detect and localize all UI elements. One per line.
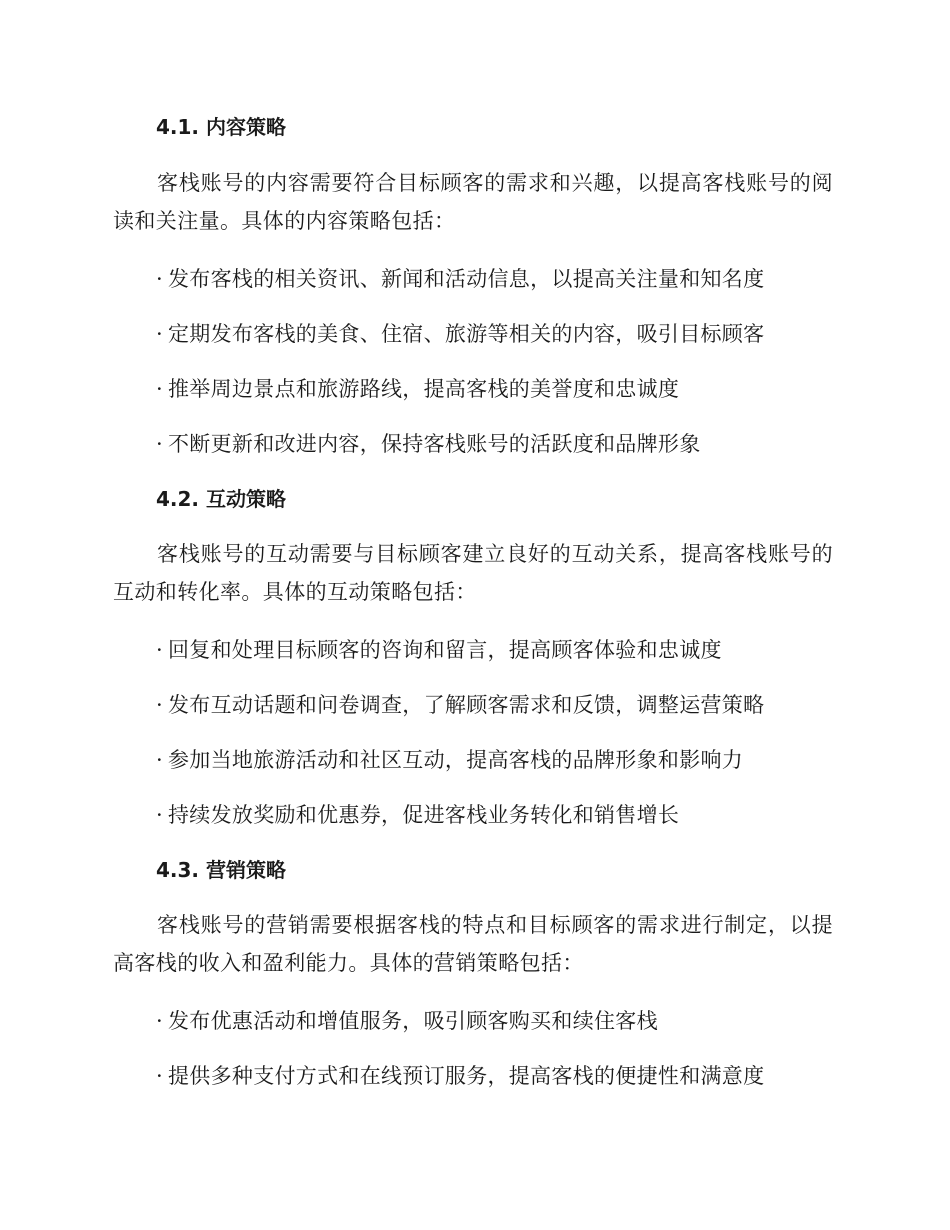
section-paragraph-marketing-strategy: 客栈账号的营销需要根据客栈的特点和目标顾客的需求进行制定，以提高客栈的收入和盈利能力。具体的营销策略包括： [113,913,833,975]
bullet-item [156,800,836,830]
bullet-text: 推举周边景点和旅游路线，提高客栈的美誉度和忠诚度 [168,377,680,401]
bullet-text: 发布互动话题和问卷调查，了解顾客需求和反馈，调整运营策略 [168,693,765,717]
bullet-text: 提供多种支付方式和在线预订服务，提高客栈的便捷性和满意度 [168,1064,765,1088]
bullet-text: 不断更新和改进内容，保持客栈账号的活跃度和品牌形象 [168,432,701,456]
bullet-item [156,374,836,404]
bullet-item [156,745,836,775]
bullet-dot: · [156,1009,163,1033]
bullet-dot: · [156,803,163,827]
bullet-dot: · [156,693,163,717]
bullet-dot: · [156,748,163,772]
bullet-item [156,690,836,720]
bullet-text: 发布客栈的相关资讯、新闻和活动信息，以提高关注量和知名度 [168,267,765,291]
section-heading-interaction-strategy: 4.2. 互动策略 [156,487,286,511]
bullet-text: 定期发布客栈的美食、住宿、旅游等相关的内容，吸引目标顾客 [168,322,765,346]
section-paragraph-content-strategy: 客栈账号的内容需要符合目标顾客的需求和兴趣，以提高客栈账号的阅读和关注量。具体的内容策略包括： [113,171,833,233]
bullet-item [156,319,836,349]
bullet-text: 持续发放奖励和优惠券，促进客栈业务转化和销售增长 [168,803,680,827]
bullet-item [156,429,836,459]
bullet-item [156,1061,836,1091]
bullet-item [156,635,836,665]
bullet-text: 发布优惠活动和增值服务，吸引顾客购买和续住客栈 [168,1009,658,1033]
bullet-dot: · [156,267,163,291]
bullet-text: 回复和处理目标顾客的咨询和留言，提高顾客体验和忠诚度 [168,638,722,662]
bullet-text: 参加当地旅游活动和社区互动，提高客栈的品牌形象和影响力 [168,748,744,772]
bullet-dot: · [156,322,163,346]
bullet-item [156,1006,836,1036]
bullet-dot: · [156,1064,163,1088]
bullet-item [156,264,836,294]
bullet-dot: · [156,432,163,456]
section-heading-content-strategy: 4.1. 内容策略 [156,115,286,139]
bullet-dot: · [156,638,163,662]
section-paragraph-interaction-strategy: 客栈账号的互动需要与目标顾客建立良好的互动关系，提高客栈账号的互动和转化率。具体的互动策略包括： [113,542,833,604]
section-heading-marketing-strategy: 4.3. 营销策略 [156,858,286,882]
bullet-dot: · [156,377,163,401]
